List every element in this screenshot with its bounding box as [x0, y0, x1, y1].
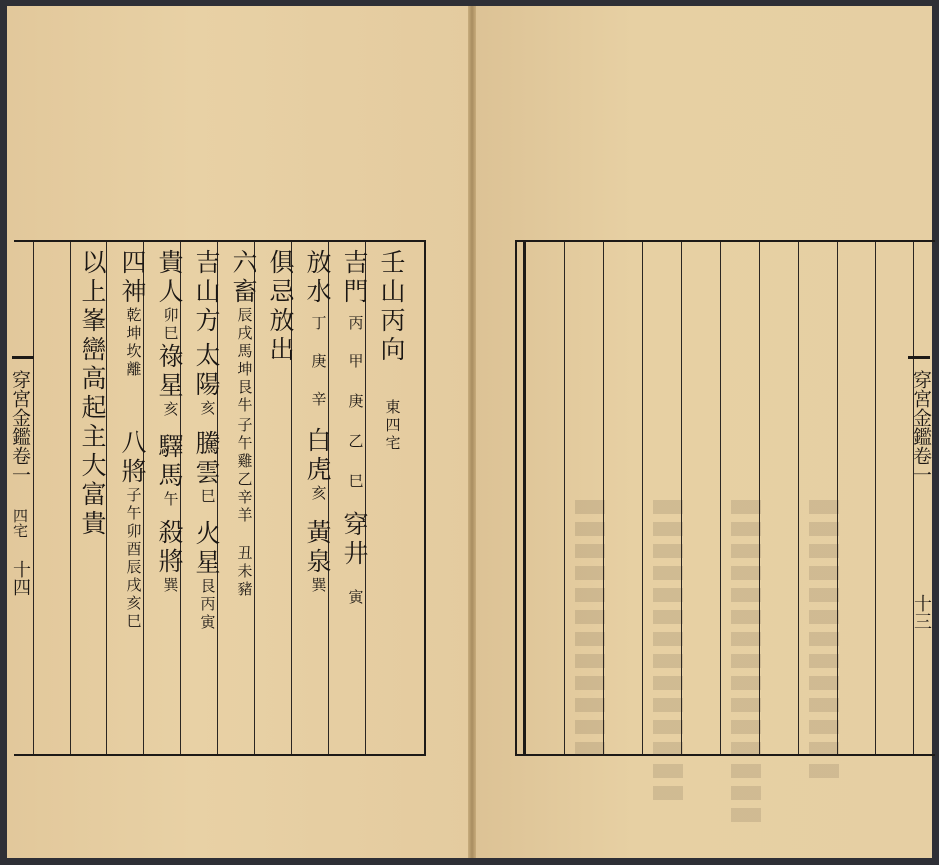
annotation-text: 亥 — [200, 399, 216, 417]
main-text: 驛 馬 — [158, 432, 184, 490]
main-text: 火 星 — [195, 519, 221, 577]
annotation-text: 庚 — [311, 352, 327, 370]
main-text: 殺 將 — [158, 518, 184, 576]
main-text: 八 將 — [121, 428, 147, 486]
inner-border — [523, 242, 526, 754]
annotation-text: 卯 巳 — [163, 306, 179, 342]
text-column-2 — [338, 248, 374, 606]
annotation-text: 亥 — [163, 400, 179, 418]
annotation-text: 乙 辛 羊 — [237, 470, 253, 524]
annotation-text: 子 午 雞 — [237, 416, 253, 470]
main-text: 壬 山 丙 向 — [380, 248, 406, 364]
main-text: 黃 泉 — [306, 518, 332, 576]
annotation-text: 子 午 卯 酉 辰 戌 亥 巳 — [126, 486, 142, 630]
annotation-text: 巽 — [311, 576, 327, 594]
annotation-text: 巽 — [163, 576, 179, 594]
main-text: 騰 雲 — [195, 429, 221, 487]
annotation-text: 丙 — [348, 314, 364, 332]
margin-section: 四宅 — [11, 508, 29, 538]
main-text: 吉 山 方 — [195, 248, 221, 335]
main-text: 祿 星 — [158, 342, 184, 400]
text-column-9 — [76, 248, 112, 538]
column-rule — [720, 242, 721, 754]
annotation-text: 午 — [163, 490, 179, 508]
text-column-5 — [227, 248, 263, 598]
left-margin-label — [2, 370, 38, 596]
bleed-through-text — [653, 500, 683, 800]
annotation-text: 丁 — [311, 314, 327, 332]
annotation-text: 乾 坤 坎 離 — [126, 306, 142, 378]
column-rule — [70, 242, 71, 754]
left-text-frame — [14, 240, 426, 756]
annotation-text: 坤 艮 牛 — [237, 360, 253, 414]
main-text: 以 上 峯 巒 高 起 主 大 富 貴 — [81, 248, 107, 538]
text-column-8 — [116, 248, 152, 630]
annotation-text: 辰 戌 馬 — [237, 306, 253, 360]
column-rule — [642, 242, 643, 754]
annotation-text: 甲 — [348, 352, 364, 370]
text-column-7 — [153, 248, 189, 594]
annotation-text: 艮 丙 寅 — [200, 577, 216, 631]
annotation-text: 巳 — [200, 487, 216, 505]
main-text: 四 神 — [121, 248, 147, 306]
annotation-text: 丑 未 豬 — [237, 544, 253, 598]
text-column-6 — [190, 248, 226, 631]
text-column-1 — [375, 248, 411, 452]
annotation-text: 亥 — [311, 484, 327, 502]
annotation-text: 庚 — [348, 392, 364, 410]
text-column-4 — [264, 248, 300, 364]
main-text: 俱 忌 放 出 — [269, 248, 295, 364]
margin-page-number: 十四 — [10, 560, 31, 596]
column-rule — [875, 242, 876, 754]
column-rule — [564, 242, 565, 754]
main-text: 穿 井 — [343, 510, 369, 568]
margin-book-title: 穿宮金鑑卷一 — [910, 370, 932, 484]
margin-book-title: 穿宮金鑑卷一 — [9, 370, 31, 484]
main-text: 貴 人 — [158, 248, 184, 306]
right-margin-label — [903, 370, 939, 630]
annotation-text: 巳 — [348, 472, 364, 490]
right-text-frame — [515, 240, 935, 756]
annotation-text: 東 四 宅 — [385, 398, 401, 452]
bleed-through-text — [809, 500, 839, 780]
book-gutter — [468, 6, 476, 858]
main-text: 放 水 — [306, 248, 332, 306]
column-rule — [798, 242, 799, 754]
text-column-3 — [301, 248, 337, 594]
bleed-through-text — [575, 500, 605, 760]
annotation-text: 寅 — [348, 588, 364, 606]
annotation-text: 辛 — [311, 390, 327, 408]
main-text: 六 畜 — [232, 248, 258, 306]
main-text: 太 陽 — [195, 341, 221, 399]
main-text: 吉 門 — [343, 248, 369, 306]
margin-page-number: 十三 — [911, 594, 932, 630]
main-text: 白 虎 — [306, 426, 332, 484]
annotation-text: 乙 — [348, 432, 364, 450]
bleed-through-text — [731, 500, 761, 830]
